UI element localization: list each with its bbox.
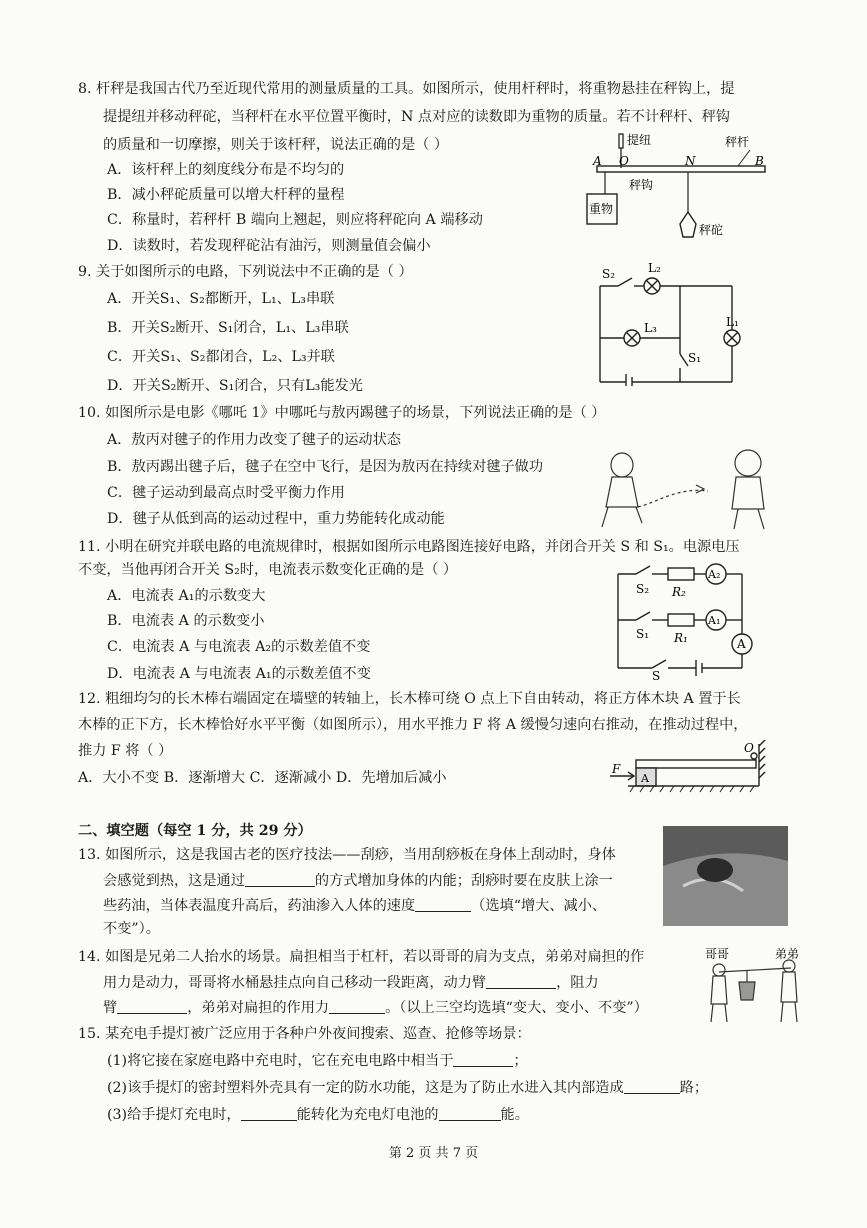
q14-line2 [103,975,599,990]
q13-line2 [103,873,613,888]
q15-line4 [107,1107,529,1122]
q13-text: （选填“增大、减小、 [471,898,607,914]
label-l1: L₁ [726,315,739,329]
q10-line1: 10. 如图所示是电影《哪吒 1》中哪吒与敖丙踢毽子的场景，下列说法正确的是（ ） [78,405,606,421]
q15-text: (2)该手提灯的密封塑料外壳具有一定的防水功能，这是为了防止水进入其内部造成 [107,1080,624,1096]
q14-blank-3[interactable] [329,1000,385,1014]
q14-text: ，弟弟对扁担的作用力 [187,1000,330,1016]
q15-blank-3[interactable] [241,1107,297,1121]
q12-line3: 推力 F 将（ ） [78,743,173,759]
q10-option-a: A．敖丙对毽子的作用力改变了毽子的运动状态 [107,432,401,448]
label-gege: 哥哥 [705,947,730,961]
q15-text: 路； [679,1080,709,1096]
q14-blank-1[interactable] [486,975,556,989]
q14-line1: 14. 如图是兄弟二人抬水的场景。扁担相当于杠杆，若以哥哥的肩为支点，弟弟对扁担的作 [78,949,645,965]
label-s2: S₂ [602,267,616,281]
q15-line1: 15. 某充电手提灯被广泛应用于各种户外夜间搜索、巡查、抢修等场景： [78,1026,531,1042]
q9-option-c: C．开关S₁、S₂都闭合，L₂、L₃并联 [107,349,335,365]
q15-blank-1[interactable] [453,1053,513,1067]
q10-option-d: D．毽子从低到高的运动过程中，重力势能转化成动能 [107,511,445,527]
q12-line2: 木棒的正下方，长木棒恰好水平平衡（如图所示），用水平推力 F 将 A 缓慢匀速向右推动，在推动过程中， [78,717,748,733]
q10-option-b: B．敖丙踢出毽子后，毽子在空中飞行，是因为敖丙在持续对毽子做功 [107,459,544,475]
label-s: S [652,669,661,680]
q13-blank-1[interactable] [245,873,315,887]
q8-line3: 的质量和一切摩擦，则关于该杆秤，说法正确的是（ ） [103,137,449,153]
q12-options: A．大小不变 B．逐渐增大 C．逐渐减小 D．先增加后减小 [78,770,447,786]
label-didi: 弟弟 [775,947,800,961]
q9-option-b: B．开关S₂断开、S₁闭合，L₁、L₃串联 [107,320,349,336]
q11-option-b: B．电流表 A 的示数变小 [107,613,265,629]
q12-line1: 12. 粗细均匀的长木棒右端固定在墙壁的转轴上，长木棒可绕 O 点上下自由转动，将正方体木块 A 置于长 [78,691,741,707]
label-r1: R₁ [674,631,688,645]
circuit-figure-q9 [592,258,752,386]
q13-text: 些药油，当体表温度升高后，药油渗入人体的速度 [103,898,416,914]
q10-option-c: C．毽子运动到最高点时受平衡力作用 [107,485,345,501]
label-N: N [685,154,696,168]
label-zhongwu: 重物 [589,202,614,216]
label-chenggan: 秤杆 [725,135,750,149]
q8-option-a: A．该杆秤上的刻度线分布是不均匀的 [107,162,345,178]
q8-option-b: B．减小秤砣质量可以增大杆秤的量程 [107,187,345,203]
q9-option-a: A．开关S₁、S₂都断开，L₁、L₃串联 [107,291,335,307]
q14-text: 臂 [103,1000,118,1016]
q9-option-d: D．开关S₂断开、S₁闭合，只有L₃能发光 [107,378,363,394]
q14-text: ，阻力 [556,975,599,991]
q14-text: 用力是动力，哥哥将水桶悬挂点向自己移动一段距离，动力臂 [103,975,487,991]
q11-line1: 11. 小明在研究并联电路的电流规律时，根据如图所示电路图连接好电路，并闭合开关 S 和 S₁。电源电压 [78,539,740,555]
label-a1: A₁ [708,614,721,627]
guasha-photo [663,826,788,926]
label-r2: R₂ [672,585,686,599]
q14-blank-2[interactable] [117,1000,187,1014]
q15-line2 [107,1053,528,1068]
label-A: A [593,154,602,168]
q11-option-a: A．电流表 A₁的示数变大 [107,588,266,604]
lever-block-figure [608,740,768,796]
label-a2: A₂ [708,568,721,581]
q15-text: ； [513,1053,528,1069]
circuit-figure-q11 [612,560,762,680]
label-s2: S₂ [636,582,650,596]
q14-text: 。（以上三空均选填“变大、变小、不变”） [385,1000,648,1016]
label-s1: S₁ [688,351,702,365]
q15-text: (1)将它接在家庭电路中充电时，它在充电电路中相当于 [107,1053,454,1069]
q15-text: 能转化为充电灯电池的 [296,1107,439,1123]
label-s1: S₁ [636,627,650,641]
q14-line3 [103,1000,648,1015]
label-chenggou: 秤钩 [629,178,654,192]
label-B: B [755,154,764,168]
label-l2: L₂ [648,261,661,275]
nezha-shuttlecock-image [598,447,778,531]
q13-text: 的方式增加身体的内能；刮痧时要在皮肤上涂一 [314,873,613,889]
label-o: O [744,741,754,755]
label-O: O [619,154,629,168]
q8-line2: 提提纽并移动秤砣，当秤杆在水平位置平衡时，N 点对应的读数即为重物的质量。若不计秤杆、秤钩 [103,109,730,125]
brothers-carrying-water-image [705,946,805,1024]
q8-option-d: D．读数时，若发现秤砣沾有油污，则测量值会偏小 [107,238,431,254]
q11-line2: 不变，当他再闭合开关 S₂时，电流表示数变化正确的是（ ） [78,562,458,578]
q15-line3 [107,1080,708,1095]
steelyard-figure [575,132,775,250]
label-a: A [737,637,746,651]
q8-option-c: C．称量时，若秤杆 B 端向上翘起，则应将秤砣向 A 端移动 [107,212,483,228]
label-chengtuo: 秤砣 [699,223,724,237]
q15-text: (3)给手提灯充电时， [107,1107,241,1123]
label-tizhi: 提纽 [627,133,652,147]
page-number: 第 2 页 共 7 页 [388,1146,479,1161]
section-2-heading: 二、填空题（每空 1 分，共 29 分） [78,823,312,839]
label-l3: L₃ [644,321,657,335]
q13-line1: 13. 如图所示，这是我国古老的医疗技法——刮痧，当用刮痧板在身体上刮动时，身体 [78,847,616,863]
q11-option-d: D．电流表 A 与电流表 A₁的示数差值不变 [107,666,371,682]
q13-line3 [103,898,606,913]
label-a: A [641,772,649,785]
q15-blank-4[interactable] [439,1107,501,1121]
label-f: F [612,762,621,776]
q15-blank-2[interactable] [624,1080,680,1094]
q15-text: 能。 [500,1107,529,1123]
q13-text: 会感觉到热，这是通过 [103,873,245,889]
q8-line1: 8. 杆秤是我国古代乃至近现代常用的测量质量的工具。如图所示，使用杆秤时，将重物悬挂在秤钩上，提 [78,81,735,97]
q11-option-c: C．电流表 A 与电流表 A₂的示数差值不变 [107,639,371,655]
q9-line1: 9. 关于如图所示的电路，下列说法中不正确的是（ ） [78,264,413,280]
q13-line4: 不变”）。 [103,921,160,937]
q13-blank-2[interactable] [415,898,471,912]
